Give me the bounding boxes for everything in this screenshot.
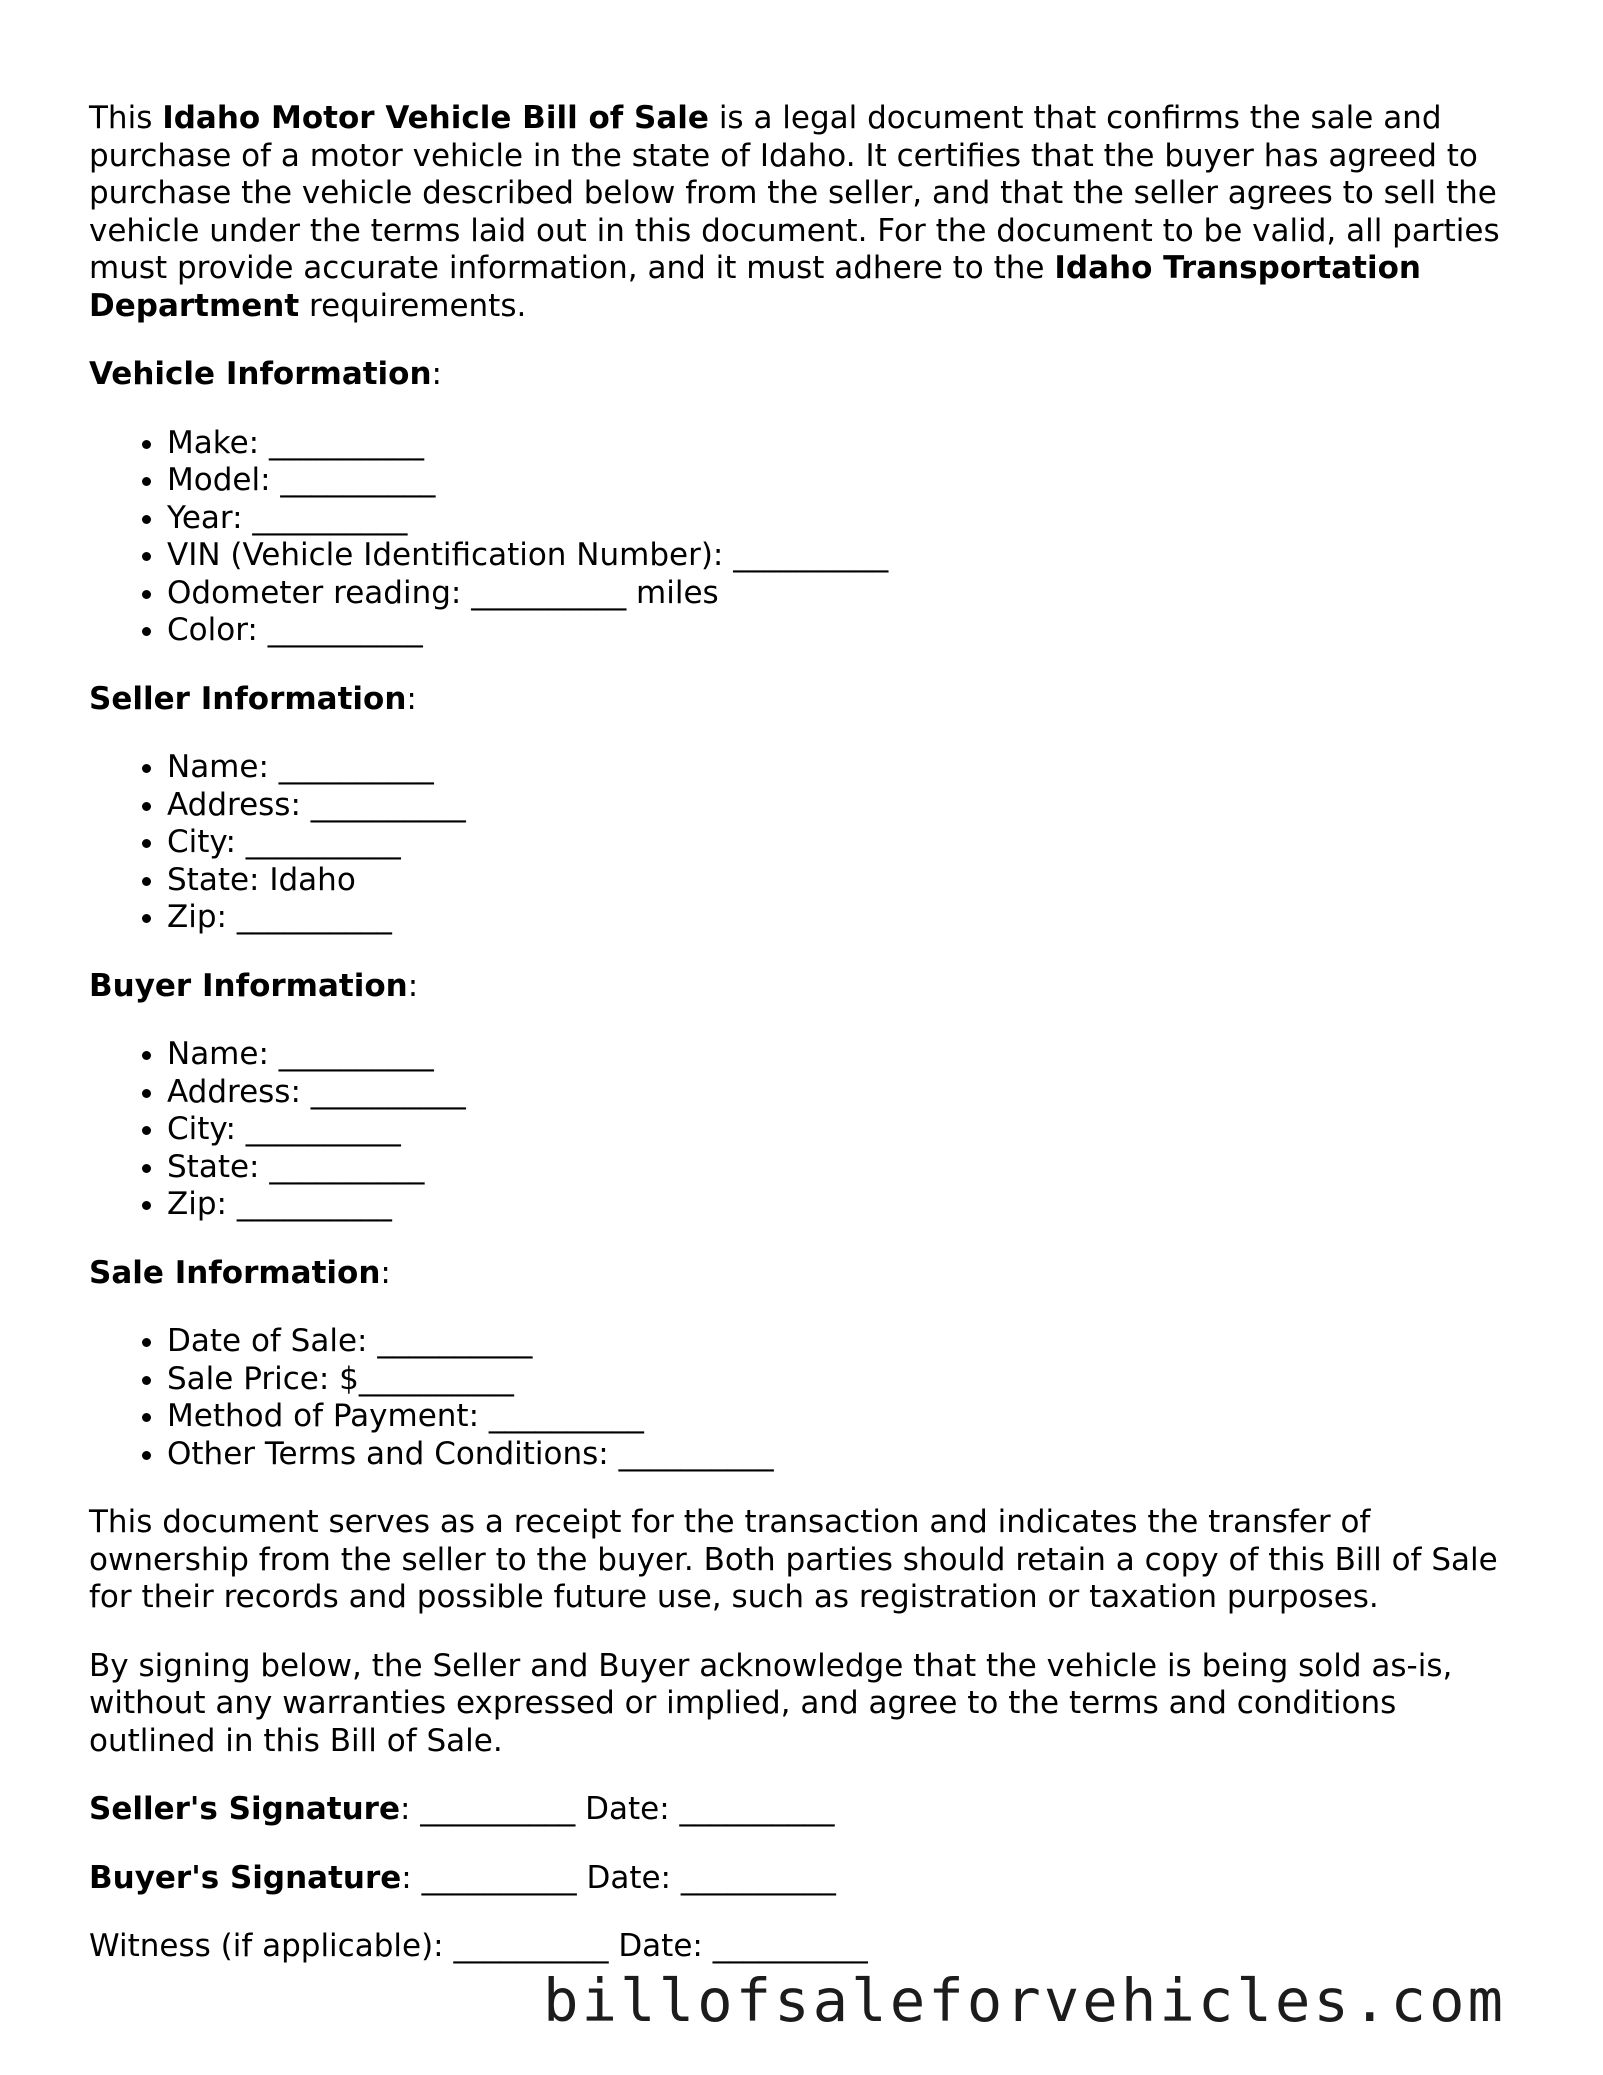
intro-paragraph: This Idaho Motor Vehicle Bill of Sale is a legal document that confirms the sale and purchase of a motor vehicle in the state of Idaho. It certifies that the buyer has agreed to purchase the vehicle described below from the seller, and that the seller agrees to sell the vehicle under the terms laid out in this document. For the document to be valid, all parties must provide accurate information, and it must adhere to the Idaho Transportation Department requirements. [89, 100, 1500, 324]
vehicle-odometer: • Odometer reading: __________ miles [167, 575, 1529, 613]
intro-bold-title: Idaho Motor Vehicle Bill of Sale [162, 100, 709, 136]
document-body [89, 100, 1529, 1997]
vehicle-vin: • VIN (Vehicle Identification Number): __________ [167, 537, 1529, 575]
vehicle-heading: Vehicle Information: [89, 356, 442, 392]
watermark: billofsaleforvehicles.com [543, 1966, 1507, 2035]
seller-zip: • Zip: __________ [167, 899, 1529, 937]
vehicle-year: • Year: __________ [167, 500, 1529, 538]
seller-address: • Address: __________ [167, 787, 1529, 825]
buyer-heading: Buyer Information: [89, 967, 419, 1004]
sale-payment-method: • Method of Payment: __________ [167, 1398, 1529, 1436]
seller-state: • State: Idaho [167, 862, 1529, 900]
sale-date: • Date of Sale: __________ [167, 1323, 1529, 1361]
vehicle-model: • Model: __________ [167, 462, 1529, 500]
buyer-name: • Name: __________ [167, 1036, 1529, 1074]
witness-signature-line: Witness (if applicable): __________ Date: __________ [89, 1928, 868, 1964]
buyer-address: • Address: __________ [167, 1074, 1529, 1112]
sale-list [89, 1323, 1529, 1473]
receipt-paragraph: This document serves as a receipt for the transaction and indicates the transfer of ownership from the seller to the buyer. Both parties should retain a copy of this Bill of Sale for their records and possible future use, such as registration or taxation purposes. [89, 1504, 1498, 1615]
buyer-signature-line: Buyer's Signature: __________ Date: __________ [89, 1859, 836, 1896]
sale-heading: Sale Information: [89, 1254, 391, 1291]
vehicle-color: • Color: __________ [167, 612, 1529, 650]
buyer-list [89, 1036, 1529, 1224]
seller-list [89, 749, 1529, 937]
vehicle-list [89, 425, 1529, 650]
sale-other-terms: • Other Terms and Conditions: __________ [167, 1436, 1529, 1474]
buyer-zip: • Zip: __________ [167, 1186, 1529, 1224]
vehicle-make: • Make: __________ [167, 425, 1529, 463]
sale-price: • Sale Price: $__________ [167, 1361, 1529, 1399]
buyer-city: • City: __________ [167, 1111, 1529, 1149]
intro-bold-department: Idaho Transportation Department [89, 250, 1421, 324]
acknowledge-paragraph: By signing below, the Seller and Buyer acknowledge that the vehicle is being sold as-is, without any warranties expressed or implied, and agree to the terms and conditions outlined in this Bill of Sale. [89, 1647, 1453, 1759]
seller-signature-line: Seller's Signature: __________ Date: __________ [89, 1791, 835, 1827]
seller-heading: Seller Information: [89, 680, 417, 717]
seller-name: • Name: __________ [167, 749, 1529, 787]
seller-city: • City: __________ [167, 824, 1529, 862]
buyer-state: • State: __________ [167, 1149, 1529, 1187]
